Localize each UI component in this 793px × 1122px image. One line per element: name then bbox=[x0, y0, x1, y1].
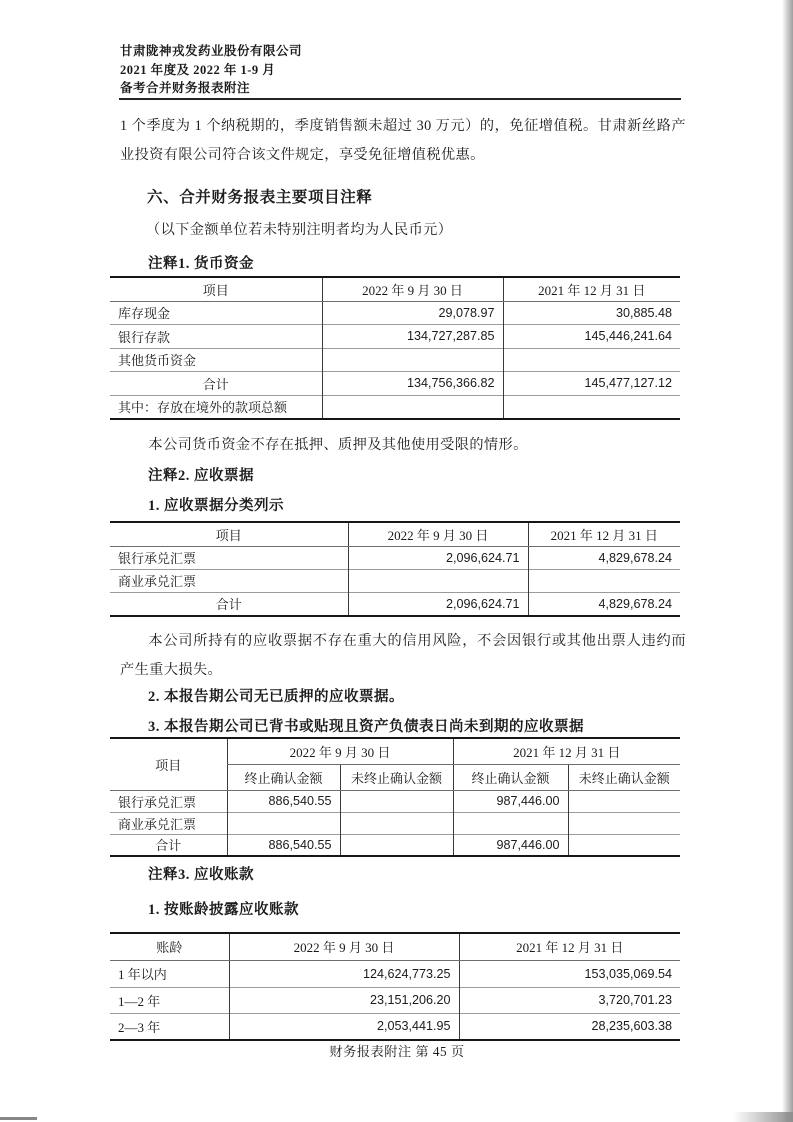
row-label: 2—3 年 bbox=[110, 1013, 229, 1040]
row-label: 银行承兑汇票 bbox=[110, 546, 348, 569]
column-header: 未终止确认金额 bbox=[340, 764, 453, 790]
value-cell bbox=[503, 395, 680, 419]
doc-header bbox=[120, 42, 302, 98]
note2-heading: 注释2. 应收票据 bbox=[148, 468, 254, 484]
value-cell bbox=[340, 812, 453, 834]
value-cell bbox=[503, 348, 680, 371]
column-group-header: 2021 年 12 月 31 日 bbox=[453, 738, 680, 764]
report-title: 备考合并财务报表附注 bbox=[120, 81, 251, 95]
table-row bbox=[110, 395, 680, 419]
value-cell: 134,756,366.82 bbox=[322, 371, 503, 395]
value-cell bbox=[340, 834, 453, 856]
table-row bbox=[110, 812, 680, 834]
column-header: 项目 bbox=[110, 277, 322, 301]
note1-heading: 注释1. 货币资金 bbox=[148, 256, 254, 272]
row-label: 1—2 年 bbox=[110, 987, 229, 1013]
value-cell bbox=[453, 812, 568, 834]
value-cell: 134,727,287.85 bbox=[322, 324, 503, 348]
value-cell bbox=[227, 812, 340, 834]
value-cell bbox=[528, 569, 680, 592]
column-header: 未终止确认金额 bbox=[568, 764, 680, 790]
row-label: 商业承兑汇票 bbox=[110, 812, 227, 834]
value-cell bbox=[568, 790, 680, 812]
scan-shadow-right bbox=[782, 0, 793, 1122]
column-header: 账龄 bbox=[110, 933, 229, 960]
table-row bbox=[110, 1013, 680, 1040]
table-row bbox=[110, 348, 680, 371]
value-cell: 886,540.55 bbox=[227, 834, 340, 856]
note2-sub3-heading: 3. 本报告期公司已背书或贴现且资产负债表日尚未到期的应收票据 bbox=[148, 719, 584, 735]
column-header: 终止确认金额 bbox=[227, 764, 340, 790]
table-row bbox=[110, 301, 680, 324]
section-title: 六、合并财务报表主要项目注释 bbox=[147, 189, 373, 206]
value-cell bbox=[568, 812, 680, 834]
table-row bbox=[110, 546, 680, 569]
value-cell: 2,096,624.71 bbox=[348, 592, 528, 616]
note3-sub1-heading: 1. 按账龄披露应收账款 bbox=[148, 902, 299, 918]
total-row bbox=[110, 834, 680, 856]
value-cell: 987,446.00 bbox=[453, 790, 568, 812]
header-rule bbox=[119, 98, 681, 100]
value-cell bbox=[348, 569, 528, 592]
value-cell: 145,446,241.64 bbox=[503, 324, 680, 348]
value-cell bbox=[340, 790, 453, 812]
table-row bbox=[110, 987, 680, 1013]
row-label: 合计 bbox=[110, 371, 322, 395]
monetary-funds-table bbox=[110, 276, 680, 420]
table-header-row bbox=[110, 933, 680, 960]
note2-sub2-heading: 2. 本报告期公司无已质押的应收票据。 bbox=[148, 689, 404, 705]
value-cell: 886,540.55 bbox=[227, 790, 340, 812]
value-cell: 145,477,127.12 bbox=[503, 371, 680, 395]
row-label: 银行存款 bbox=[110, 324, 322, 348]
table-header-row bbox=[110, 738, 680, 764]
note2-sub1-heading: 1. 应收票据分类列示 bbox=[148, 498, 284, 514]
value-cell: 124,624,773.25 bbox=[229, 960, 459, 987]
value-cell: 29,078.97 bbox=[322, 301, 503, 324]
value-cell: 23,151,206.20 bbox=[229, 987, 459, 1013]
value-cell: 28,235,603.38 bbox=[459, 1013, 680, 1040]
table-row bbox=[110, 790, 680, 812]
row-label: 银行承兑汇票 bbox=[110, 790, 227, 812]
row-label: 其他货币资金 bbox=[110, 348, 322, 371]
scan-shadow-corner bbox=[733, 1112, 793, 1122]
total-row bbox=[110, 592, 680, 616]
column-header: 2021 年 12 月 31 日 bbox=[459, 933, 680, 960]
value-cell: 2,053,441.95 bbox=[229, 1013, 459, 1040]
total-row bbox=[110, 371, 680, 395]
value-cell bbox=[322, 348, 503, 371]
value-cell bbox=[568, 834, 680, 856]
endorsed-notes-table bbox=[110, 737, 680, 857]
column-header: 项目 bbox=[110, 738, 227, 790]
value-cell bbox=[322, 395, 503, 419]
column-header: 终止确认金额 bbox=[453, 764, 568, 790]
row-label: 合计 bbox=[110, 834, 227, 856]
table-header-row bbox=[110, 522, 680, 546]
column-header: 2022 年 9 月 30 日 bbox=[348, 522, 528, 546]
value-cell: 30,885.48 bbox=[503, 301, 680, 324]
page-footer: 财务报表附注 第 45 页 bbox=[329, 1044, 465, 1059]
row-label: 库存现金 bbox=[110, 301, 322, 324]
table-header-row bbox=[110, 277, 680, 301]
value-cell: 4,829,678.24 bbox=[528, 592, 680, 616]
row-label: 1 年以内 bbox=[110, 960, 229, 987]
row-label: 合计 bbox=[110, 592, 348, 616]
note1-remark: 本公司货币资金不存在抵押、质押及其他使用受限的情形。 bbox=[148, 437, 528, 453]
intro-paragraph: 1 个季度为 1 个纳税期的，季度销售额未超过 30 万元）的，免征增值税。甘肃新丝路产业投资有限公司符合该文件规定，享受免征增值税优惠。 bbox=[120, 118, 686, 163]
row-label: 商业承兑汇票 bbox=[110, 569, 348, 592]
value-cell: 2,096,624.71 bbox=[348, 546, 528, 569]
column-header: 2021 年 12 月 31 日 bbox=[528, 522, 680, 546]
table-row bbox=[110, 324, 680, 348]
column-header: 项目 bbox=[110, 522, 348, 546]
column-header: 2021 年 12 月 31 日 bbox=[503, 277, 680, 301]
notes-receivable-table bbox=[110, 521, 680, 617]
unit-note: （以下金额单位若未特别注明者均为人民币元） bbox=[146, 222, 453, 238]
table-row bbox=[110, 569, 680, 592]
note3-heading: 注释3. 应收账款 bbox=[148, 867, 254, 883]
column-group-header: 2022 年 9 月 30 日 bbox=[227, 738, 453, 764]
table-row bbox=[110, 960, 680, 987]
receivables-aging-table bbox=[110, 932, 680, 1041]
value-cell: 4,829,678.24 bbox=[528, 546, 680, 569]
company-name: 甘肃陇神戎发药业股份有限公司 bbox=[120, 44, 303, 58]
column-header: 2022 年 9 月 30 日 bbox=[229, 933, 459, 960]
note2-risk-remark: 本公司所持有的应收票据不存在重大的信用风险，不会因银行或其他出票人违约而产生重大损失。 bbox=[120, 633, 686, 678]
value-cell: 3,720,701.23 bbox=[459, 987, 680, 1013]
value-cell: 153,035,069.54 bbox=[459, 960, 680, 987]
row-label: 其中：存放在境外的款项总额 bbox=[110, 395, 322, 419]
column-header: 2022 年 9 月 30 日 bbox=[322, 277, 503, 301]
value-cell: 987,446.00 bbox=[453, 834, 568, 856]
scan-artifact-bottom-left bbox=[0, 1117, 37, 1120]
report-period: 2021 年度及 2022 年 1-9 月 bbox=[120, 62, 276, 77]
